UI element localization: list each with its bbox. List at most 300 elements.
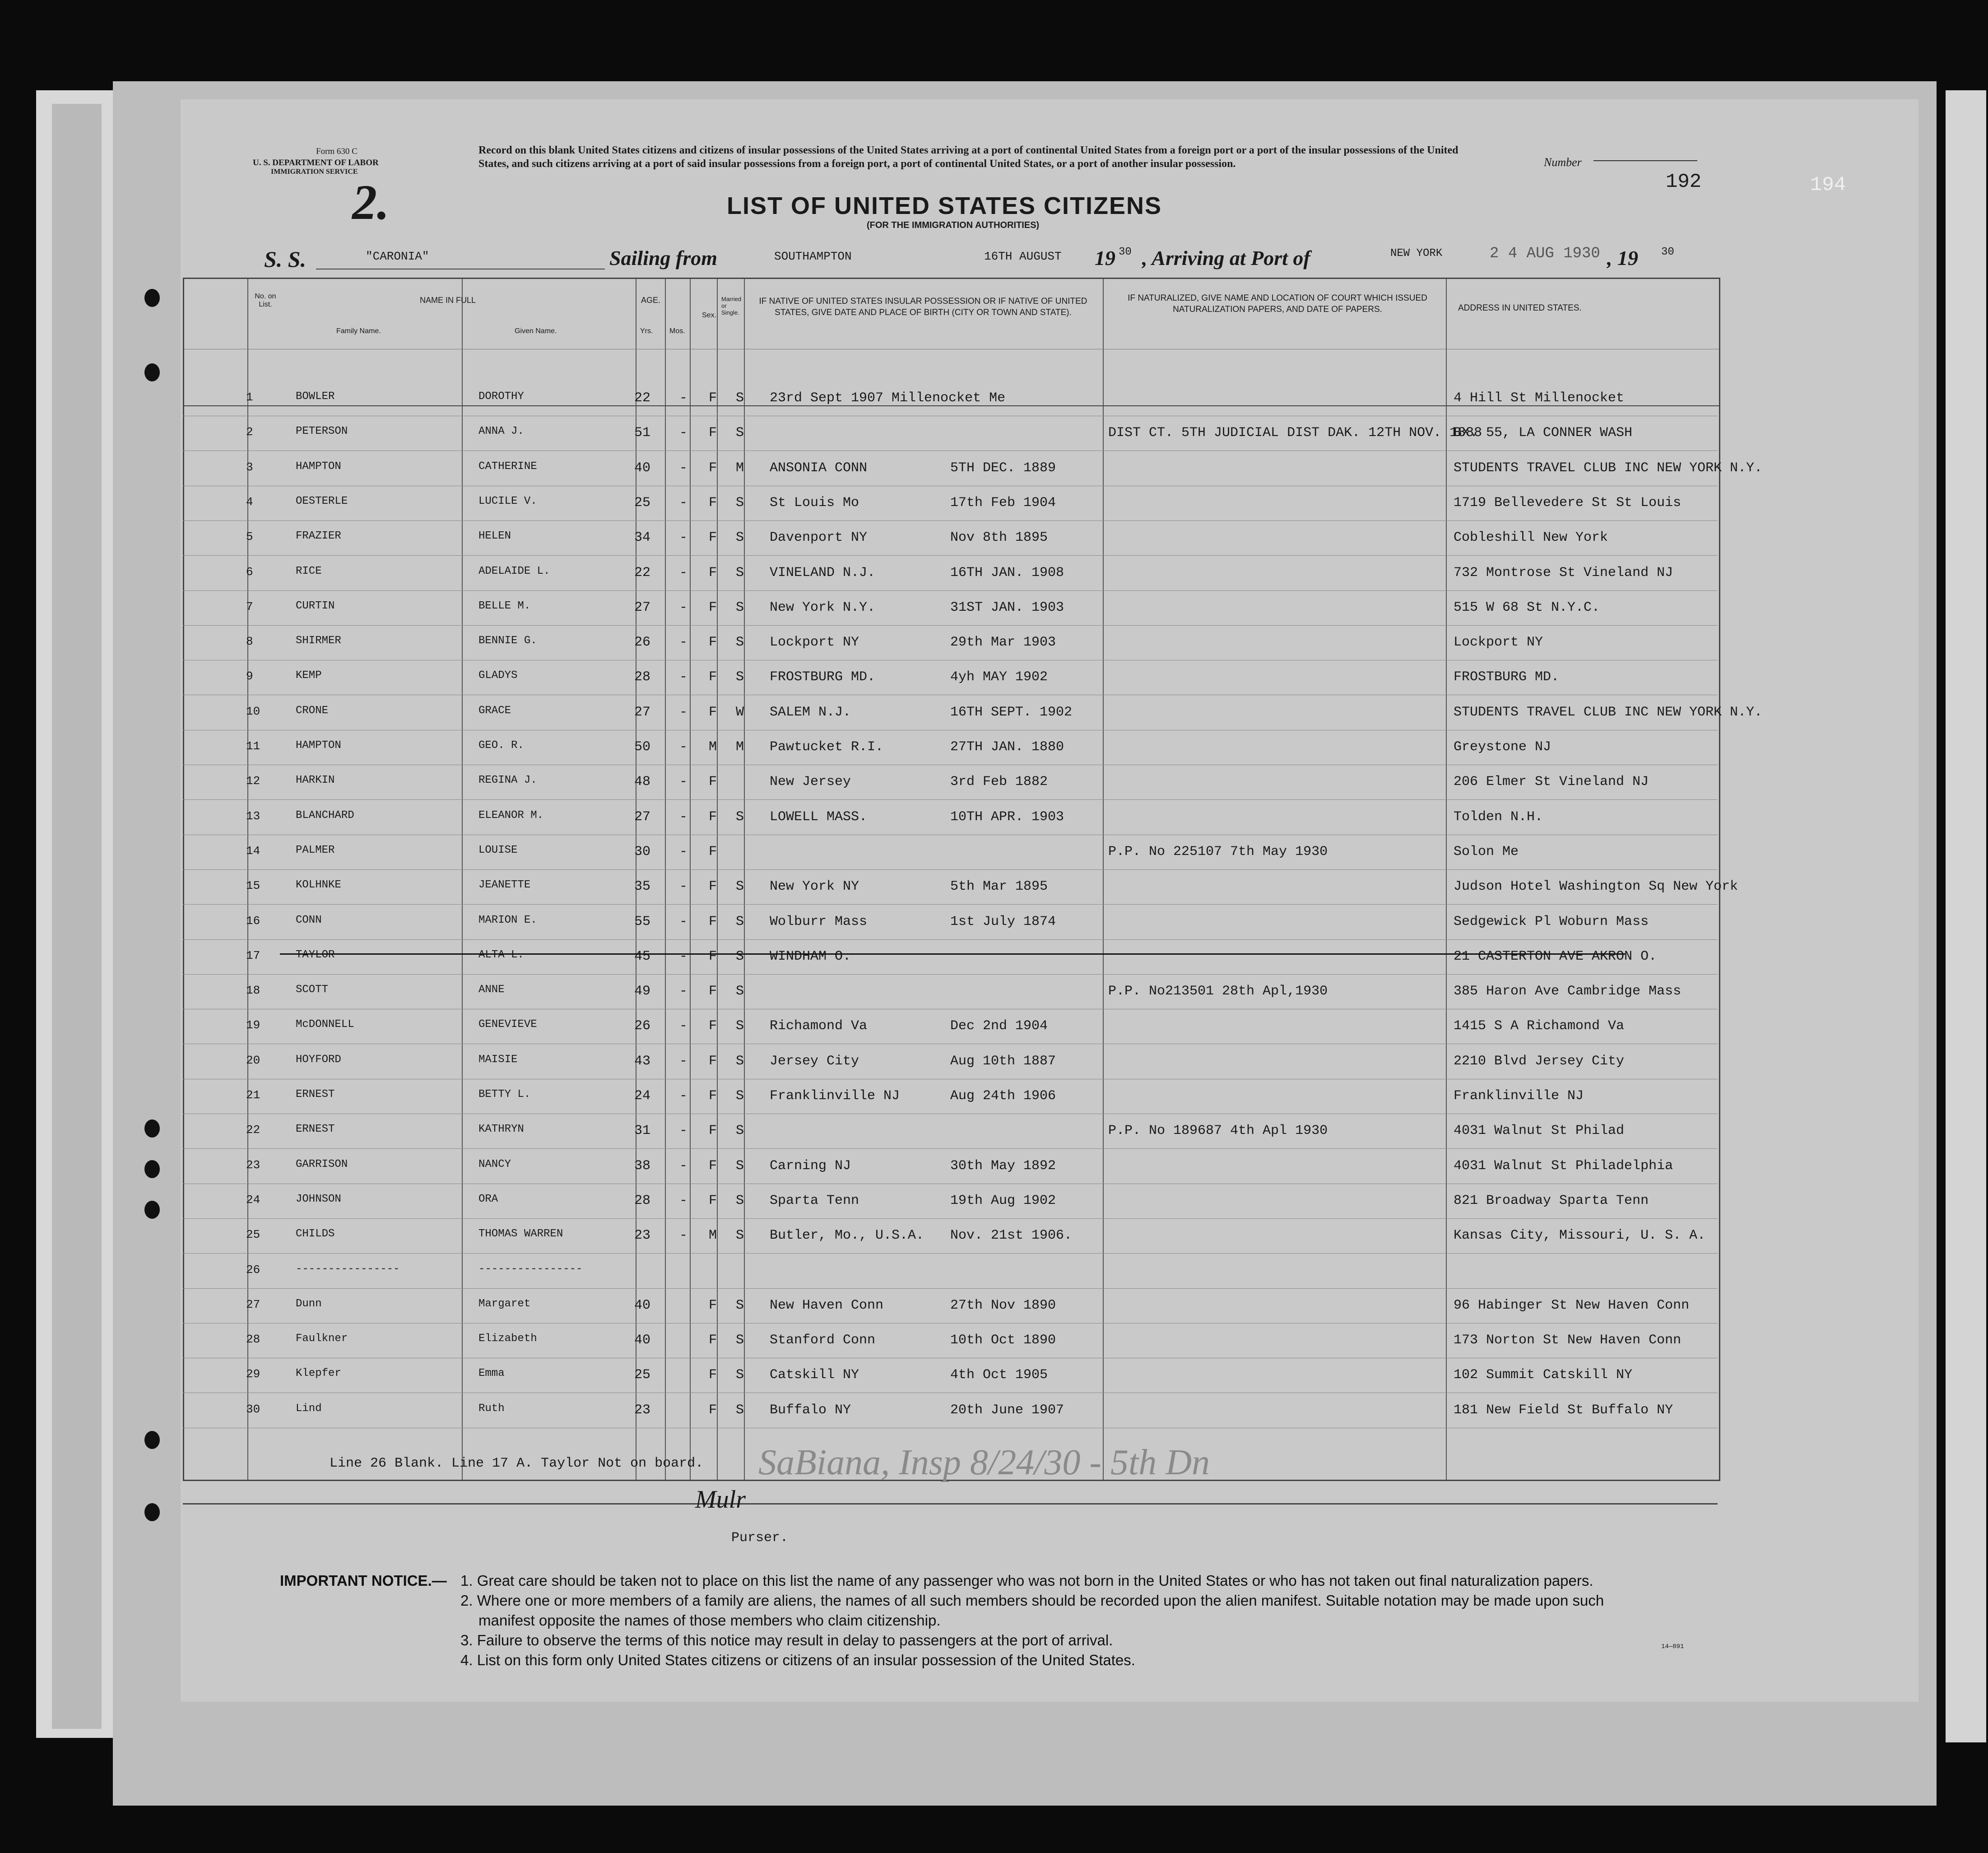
year-suffix: 30 xyxy=(1119,246,1132,258)
table-row xyxy=(183,381,1718,416)
form-instructions: Record on this blank United States citizens and citizens of insular possessions of the United States arriving at a port of continental United States from a foreign port or a port of the insular possessions of the United States, and such citizens arriving at a port of said insular possessions from a foreign port, a port of continental United States, or a port of another insular possession. xyxy=(478,144,1458,170)
sex: F xyxy=(709,1158,717,1174)
family-name: HAMPTON xyxy=(296,460,341,473)
naturalization: P.P. No213501 28th Apl,1930 xyxy=(1108,984,1328,999)
col-family-name: Family Name. xyxy=(336,327,381,335)
birth-date: 3rd Feb 1882 xyxy=(950,774,1048,790)
birth-date: 16TH SEPT. 1902 xyxy=(950,704,1073,720)
sex: F xyxy=(709,948,717,964)
birth-date: Aug 10th 1887 xyxy=(950,1053,1056,1069)
row-number: 3 xyxy=(246,460,253,474)
birth-place: Wolburr Mass xyxy=(770,914,868,929)
birth-place: Catskill NY xyxy=(770,1367,859,1383)
table-row xyxy=(183,800,1718,835)
birth-place: Stanford Conn xyxy=(770,1333,876,1348)
sex: F xyxy=(709,774,717,790)
from-port: SOUTHAMPTON xyxy=(774,250,852,263)
marital-status: S xyxy=(736,1158,744,1174)
birth-place: Lockport NY xyxy=(770,635,859,650)
table-row xyxy=(183,416,1718,451)
given-name: GEO. R. xyxy=(478,739,524,752)
sex: M xyxy=(709,1228,717,1244)
sex: F xyxy=(709,390,717,406)
handwritten-mark: 2. xyxy=(352,175,390,230)
given-name: ANNA J. xyxy=(478,425,524,438)
age-years: 27 xyxy=(634,809,651,825)
given-name: MAISIE xyxy=(478,1053,518,1066)
punch-hole xyxy=(144,1503,160,1521)
sex: F xyxy=(709,565,717,581)
table-row xyxy=(183,940,1718,975)
naturalization: P.P. No 225107 7th May 1930 xyxy=(1108,844,1328,859)
birth-place: 23rd Sept 1907 Millenocket Me xyxy=(770,390,1006,406)
age-months: - xyxy=(679,948,688,964)
marital-status: S xyxy=(736,495,744,511)
table-row xyxy=(183,975,1718,1009)
given-name: ANNE xyxy=(478,984,505,996)
birth-date: 31ST JAN. 1903 xyxy=(950,599,1064,615)
family-name: OESTERLE xyxy=(296,495,348,507)
year-prefix: 19 xyxy=(1095,246,1115,269)
sex: F xyxy=(709,984,717,999)
row-number: 18 xyxy=(246,984,260,998)
row-number: 12 xyxy=(246,774,260,788)
address: 4031 Walnut St Philadelphia xyxy=(1454,1158,1673,1174)
sex: F xyxy=(709,635,717,650)
punch-hole xyxy=(144,1201,160,1219)
address: 96 Habinger St New Haven Conn xyxy=(1454,1297,1690,1313)
address: 102 Summit Catskill NY xyxy=(1454,1367,1633,1383)
given-name: MARION E. xyxy=(478,914,537,926)
col-no: No. on List. xyxy=(255,293,276,308)
marital-status: S xyxy=(736,914,744,929)
left-film-inner xyxy=(52,104,102,1729)
birth-place: Pawtucket R.I. xyxy=(770,739,884,755)
address: 206 Elmer St Vineland NJ xyxy=(1454,774,1649,790)
age-years: 40 xyxy=(634,460,651,476)
birth-date: 29th Mar 1903 xyxy=(950,635,1056,650)
family-name: HOYFORD xyxy=(296,1053,341,1066)
age-years: 30 xyxy=(634,844,651,859)
age-years: 27 xyxy=(634,599,651,615)
marital-status: S xyxy=(736,1228,744,1244)
birth-date: 27TH JAN. 1880 xyxy=(950,739,1064,755)
marital-status: S xyxy=(736,1088,744,1104)
family-name: PETERSON xyxy=(296,425,348,438)
birth-date: 5TH DEC. 1889 xyxy=(950,460,1056,476)
family-name: Faulkner xyxy=(296,1333,348,1345)
birth-place: New Haven Conn xyxy=(770,1297,884,1313)
marital-status: S xyxy=(736,984,744,999)
age-years: 49 xyxy=(634,984,651,999)
marital-status: M xyxy=(736,460,744,476)
marital-status: S xyxy=(736,530,744,546)
service: IMMIGRATION SERVICE xyxy=(271,168,358,176)
family-name: RICE xyxy=(296,565,322,577)
punch-hole xyxy=(144,1160,160,1178)
notice-item-2: 2. Where one or more members of a family are aliens, the names of all such members should be recorded upon the alien manifest. Suitable notation may be made upon such xyxy=(460,1592,1604,1609)
marital-status: S xyxy=(736,425,744,441)
row-number: 10 xyxy=(246,704,260,718)
birth-date: Aug 24th 1906 xyxy=(950,1088,1056,1104)
row-number: 14 xyxy=(246,844,260,858)
marital-status: S xyxy=(736,635,744,650)
table-row xyxy=(183,451,1763,486)
address: 2210 Blvd Jersey City xyxy=(1454,1053,1625,1069)
age-months: - xyxy=(679,495,688,511)
family-name: Dunn xyxy=(296,1297,322,1310)
marital-status: S xyxy=(736,1367,744,1383)
table-row xyxy=(183,591,1718,626)
age-years: 27 xyxy=(634,704,651,720)
age-months: - xyxy=(679,774,688,790)
age-years: 40 xyxy=(634,1297,651,1313)
notice-item-2b: manifest opposite the names of those members who claim citizenship. xyxy=(478,1612,941,1629)
birth-date: 27th Nov 1890 xyxy=(950,1297,1056,1313)
sail-date: 16TH AUGUST xyxy=(984,250,1062,263)
table-row xyxy=(183,905,1718,940)
age-years: 31 xyxy=(634,1123,651,1139)
table-row xyxy=(183,1358,1718,1393)
given-name: NANCY xyxy=(478,1158,511,1170)
row-number: 22 xyxy=(246,1123,260,1137)
age-months: - xyxy=(679,984,688,999)
table-row xyxy=(183,626,1718,660)
birth-date: 1st July 1874 xyxy=(950,914,1056,929)
birth-date: 17th Feb 1904 xyxy=(950,495,1056,511)
footer-divider xyxy=(183,1503,1718,1505)
family-name: CHILDS xyxy=(296,1228,335,1240)
col-given-name: Given Name. xyxy=(515,327,557,335)
age-years: 23 xyxy=(634,1228,651,1244)
sex: F xyxy=(709,1333,717,1348)
age-years: 48 xyxy=(634,774,651,790)
given-name: BETTY L. xyxy=(478,1088,531,1101)
address: 385 Haron Ave Cambridge Mass xyxy=(1454,984,1681,999)
table-row xyxy=(183,1045,1718,1079)
sailing-from-label: Sailing from xyxy=(609,246,718,269)
sex: F xyxy=(709,914,717,929)
age-years: 24 xyxy=(634,1088,651,1104)
family-name: CONN xyxy=(296,914,322,926)
address: 515 W 68 St N.Y.C. xyxy=(1454,599,1600,615)
year2-suffix: 30 xyxy=(1661,246,1674,258)
sex: F xyxy=(709,530,717,546)
table-row xyxy=(183,1149,1718,1184)
col-age: AGE. xyxy=(641,296,661,305)
sex: F xyxy=(709,1018,717,1034)
page-subtitle: (FOR THE IMMIGRATION AUTHORITIES) xyxy=(867,220,1040,230)
given-name: ALTA L. xyxy=(478,948,524,961)
age-months: - xyxy=(679,739,688,755)
table-row xyxy=(183,1289,1718,1324)
age-years: 22 xyxy=(634,565,651,581)
frame-number: 194 xyxy=(1810,174,1846,196)
given-name: GENEVIEVE xyxy=(478,1018,537,1031)
birth-date: 5th Mar 1895 xyxy=(950,879,1048,895)
sex: F xyxy=(709,1367,717,1383)
row-number: 21 xyxy=(246,1088,260,1102)
row-number: 24 xyxy=(246,1193,260,1207)
age-months: - xyxy=(679,1123,688,1139)
age-years: 45 xyxy=(634,948,651,964)
address: 4031 Walnut St Philad xyxy=(1454,1123,1625,1139)
table-row xyxy=(183,730,1718,765)
age-months: - xyxy=(679,460,688,476)
birth-place: Sparta Tenn xyxy=(770,1193,859,1208)
given-name: THOMAS WARREN xyxy=(478,1228,563,1240)
marital-status: S xyxy=(736,1297,744,1313)
col-naturalized: IF NATURALIZED, GIVE NAME AND LOCATION OF COURT WHICH ISSUED NATURALIZATION PAPERS, AND DATE OF PAPERS. xyxy=(1128,293,1427,314)
marital-status: W xyxy=(736,704,744,720)
address: Cobleshill New York xyxy=(1454,530,1608,546)
row-number: 13 xyxy=(246,809,260,823)
given-name: LUCILE V. xyxy=(478,495,537,507)
age-months: - xyxy=(679,635,688,650)
age-months: - xyxy=(679,390,688,406)
family-name: ERNEST xyxy=(296,1088,335,1101)
table-row xyxy=(183,1254,1718,1289)
given-name: ADELAIDE L. xyxy=(478,565,550,577)
arrival-port: NEW YORK xyxy=(1390,247,1443,260)
col-name-in-full: NAME IN FULL xyxy=(420,296,476,305)
notice-item-4: 4. List on this form only United States citizens or citizens of an insular possession of the United States. xyxy=(460,1652,1135,1668)
address: BX. 55, LA CONNER WASH xyxy=(1454,425,1633,441)
ss-label: S. S. xyxy=(264,246,307,272)
birth-place: WINDHAM O. xyxy=(770,948,851,964)
birth-place: ANSONIA CONN xyxy=(770,460,868,476)
age-years: 43 xyxy=(634,1053,651,1069)
sex: M xyxy=(709,739,717,755)
address: Tolden N.H. xyxy=(1454,809,1543,825)
year2-prefix: , 19 xyxy=(1607,246,1638,269)
age-years: 51 xyxy=(634,425,651,441)
marital-status: S xyxy=(736,1053,744,1069)
age-years: 34 xyxy=(634,530,651,546)
arriving-label: , Arriving at Port of xyxy=(1142,246,1310,269)
birth-date: 4th Oct 1905 xyxy=(950,1367,1048,1383)
strike-line-17 xyxy=(280,953,1625,955)
age-months: - xyxy=(679,1088,688,1104)
birth-place: Jersey City xyxy=(770,1053,859,1069)
given-name: GRACE xyxy=(478,704,511,717)
given-name: LOUISE xyxy=(478,844,518,856)
age-months: - xyxy=(679,1018,688,1034)
page-title: LIST OF UNITED STATES CITIZENS xyxy=(727,192,1162,219)
given-name: CATHERINE xyxy=(478,460,537,473)
notice-item-3: 3. Failure to observe the terms of this notice may result in delay to passengers at the port of arrival. xyxy=(460,1632,1113,1649)
department: U. S. DEPARTMENT OF LABOR xyxy=(253,158,379,167)
col-mos: Mos. xyxy=(669,327,685,335)
age-months: - xyxy=(679,1228,688,1244)
number-label: Number xyxy=(1544,156,1582,169)
col-yrs: Yrs. xyxy=(640,327,653,335)
row-number: 25 xyxy=(246,1228,260,1242)
marital-status: S xyxy=(736,1018,744,1034)
birth-place: Buffalo NY xyxy=(770,1402,851,1418)
birth-place: Franklinville NJ xyxy=(770,1088,900,1104)
row-number: 4 xyxy=(246,495,253,509)
age-months: - xyxy=(679,914,688,929)
family-name: TAYLOR xyxy=(296,948,335,961)
sex: F xyxy=(709,704,717,720)
row-number: 11 xyxy=(246,739,260,753)
family-name: KOLHNKE xyxy=(296,879,341,892)
marital-status: S xyxy=(736,948,744,964)
address: 732 Montrose St Vineland NJ xyxy=(1454,565,1673,581)
birth-date: 16TH JAN. 1908 xyxy=(950,565,1064,581)
birth-place: FROSTBURG MD. xyxy=(770,669,876,685)
address: STUDENTS TRAVEL CLUB INC NEW YORK N.Y. xyxy=(1454,460,1763,476)
inspector-note: SaBiana, Insp 8/24/30 - 5th Dn xyxy=(758,1443,1210,1482)
age-months: - xyxy=(679,704,688,720)
given-name: REGINA J. xyxy=(478,774,537,787)
family-name: ERNEST xyxy=(296,1123,335,1136)
family-name: HAMPTON xyxy=(296,739,341,752)
address: Greystone NJ xyxy=(1454,739,1551,755)
address: 821 Broadway Sparta Tenn xyxy=(1454,1193,1649,1208)
birth-date: 20th June 1907 xyxy=(950,1402,1064,1418)
table-row xyxy=(183,660,1718,695)
col-sex: Sex. xyxy=(702,311,717,319)
marital-status: S xyxy=(736,1123,744,1139)
age-years: 28 xyxy=(634,669,651,685)
row-number: 8 xyxy=(246,635,253,649)
table-row xyxy=(183,486,1718,521)
row-number: 2 xyxy=(246,425,253,439)
row-number: 5 xyxy=(246,530,253,544)
age-years: 35 xyxy=(634,879,651,895)
given-name: ELEANOR M. xyxy=(478,809,544,822)
line-note: Line 26 Blank. Line 17 A. Taylor Not on board. xyxy=(330,1456,704,1471)
family-name: Lind xyxy=(296,1402,322,1415)
birth-date: Dec 2nd 1904 xyxy=(950,1018,1048,1034)
given-name: HELEN xyxy=(478,530,511,543)
birth-place: Richamond Va xyxy=(770,1018,868,1034)
given-name: DOROTHY xyxy=(478,390,524,403)
sex: F xyxy=(709,425,717,441)
age-months: - xyxy=(679,809,688,825)
age-months: - xyxy=(679,669,688,685)
table-row xyxy=(183,1219,1718,1254)
family-name: ---------------- xyxy=(296,1263,400,1275)
birth-place: St Louis Mo xyxy=(770,495,859,511)
table-row xyxy=(183,1114,1718,1149)
family-name: SHIRMER xyxy=(296,635,341,647)
address: 1415 S A Richamond Va xyxy=(1454,1018,1625,1034)
notice-item-1: 1. Great care should be taken not to place on this list the name of any passenger who was not born in the United States or who has not taken out final naturalization papers. xyxy=(460,1572,1593,1589)
sex: F xyxy=(709,809,717,825)
row-number: 26 xyxy=(246,1263,260,1277)
table-row xyxy=(183,1324,1718,1358)
age-years: 38 xyxy=(634,1158,651,1174)
family-name: SCOTT xyxy=(296,984,329,996)
row-number: 17 xyxy=(246,948,260,962)
given-name: JEANETTE xyxy=(478,879,531,892)
age-years: 26 xyxy=(634,1018,651,1034)
col-birth: IF NATIVE OF UNITED STATES INSULAR POSSESSION OR IF NATIVE OF UNITED STATES, GIVE DATE AND PLACE OF BIRTH (CITY OR TOWN AND STATE). xyxy=(759,297,1087,317)
number-value: 192 xyxy=(1666,171,1702,193)
family-name: CRONE xyxy=(296,704,329,717)
row-number: 6 xyxy=(246,565,253,579)
birth-date: Nov. 21st 1906. xyxy=(950,1228,1073,1244)
marital-status: M xyxy=(736,739,744,755)
table-row xyxy=(183,521,1718,556)
given-name: Margaret xyxy=(478,1297,531,1310)
sex: F xyxy=(709,495,717,511)
sex: F xyxy=(709,1402,717,1418)
punch-hole xyxy=(144,289,160,307)
right-film-edge xyxy=(1946,90,1986,1742)
punch-hole xyxy=(144,1119,160,1138)
marital-status: S xyxy=(736,669,744,685)
family-name: McDONNELL xyxy=(296,1018,354,1031)
birth-place: VINELAND N.J. xyxy=(770,565,876,581)
sex: F xyxy=(709,1297,717,1313)
age-months: - xyxy=(679,565,688,581)
given-name: Elizabeth xyxy=(478,1333,537,1345)
age-months: - xyxy=(679,425,688,441)
sex: F xyxy=(709,599,717,615)
given-name: BENNIE G. xyxy=(478,635,537,647)
print-code: 14—891 xyxy=(1661,1643,1684,1650)
age-years: 25 xyxy=(634,1367,651,1383)
marital-status: S xyxy=(736,1333,744,1348)
marital-status: S xyxy=(736,1193,744,1208)
birth-date: 19th Aug 1902 xyxy=(950,1193,1056,1208)
marital-status: S xyxy=(736,599,744,615)
birth-date: 4yh MAY 1902 xyxy=(950,669,1048,685)
sex: F xyxy=(709,669,717,685)
age-months: - xyxy=(679,1158,688,1174)
given-name: Emma xyxy=(478,1367,505,1380)
birth-place: LOWELL MASS. xyxy=(770,809,868,825)
col-address: ADDRESS IN UNITED STATES. xyxy=(1458,303,1582,313)
birth-place: Davenport NY xyxy=(770,530,868,546)
row-number: 16 xyxy=(246,914,260,928)
address: FROSTBURG MD. xyxy=(1454,669,1560,685)
row-number: 15 xyxy=(246,879,260,893)
family-name: FRAZIER xyxy=(296,530,341,543)
naturalization: P.P. No 189687 4th Apl 1930 xyxy=(1108,1123,1328,1139)
given-name: ORA xyxy=(478,1193,498,1205)
row-number: 1 xyxy=(246,390,253,404)
table-row xyxy=(183,870,1738,905)
birth-date: 30th May 1892 xyxy=(950,1158,1056,1174)
address: STUDENTS TRAVEL CLUB INC NEW YORK N.Y. xyxy=(1454,704,1763,720)
family-name: HARKIN xyxy=(296,774,335,787)
form-number: Form 630 C xyxy=(316,147,358,156)
age-years: 28 xyxy=(634,1193,651,1208)
purser-signature: Mulr xyxy=(695,1486,746,1514)
given-name: GLADYS xyxy=(478,669,518,682)
given-name: KATHRYN xyxy=(478,1123,524,1136)
family-name: GARRISON xyxy=(296,1158,348,1170)
age-years: 22 xyxy=(634,390,651,406)
table-row xyxy=(183,1079,1718,1114)
age-years: 26 xyxy=(634,635,651,650)
birth-place: New York N.Y. xyxy=(770,599,876,615)
col-married: Married or Single. xyxy=(721,296,742,316)
sex: F xyxy=(709,1123,717,1139)
age-months: - xyxy=(679,599,688,615)
number-underline xyxy=(1593,160,1697,161)
age-months: - xyxy=(679,1053,688,1069)
table-row xyxy=(183,556,1718,591)
marital-status: S xyxy=(736,565,744,581)
age-months: - xyxy=(679,1193,688,1208)
age-years: 23 xyxy=(634,1402,651,1418)
